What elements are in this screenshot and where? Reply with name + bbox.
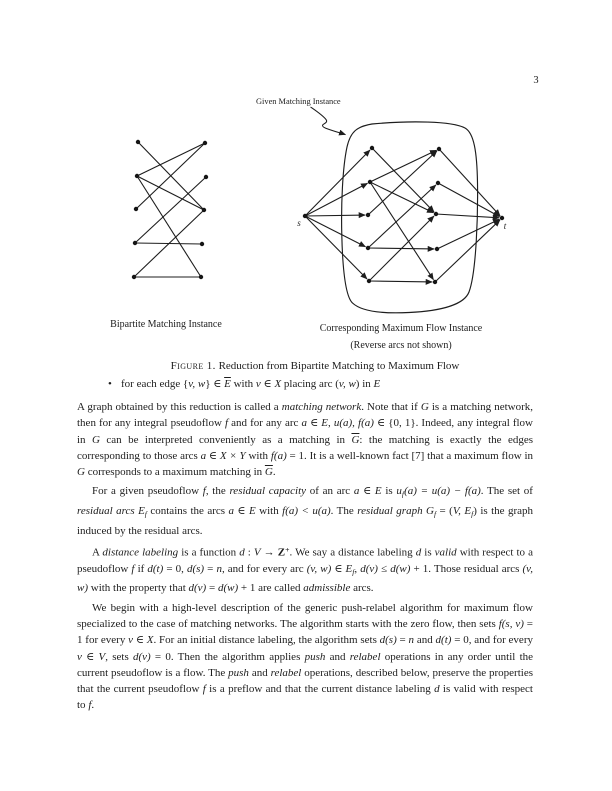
bullet-marker: • bbox=[108, 378, 112, 390]
graph-node bbox=[368, 180, 372, 184]
paragraph: We begin with a high-level description of the generic push-relabel algorithm for maximum flow specialized to the case of matching networks. The algorithm starts with the zero flow, then sets f(s, v) = 1 for every v ∈ X. For an initial distance labeling, the algorithm sets d(s) = n and d(t) = 0, and for every v ∈ V, sets d(v) = 0. Then the algorithm applies push and relabel operations in any order until the current pseudoflow is a flow. The push and relabel operations, described below, preserve the properties that the current pseudoflow f is a preflow and that the current distance labeling d is valid with respect to f. bbox=[77, 601, 534, 712]
caption-flow-line2: (Reverse arcs not shown) bbox=[350, 340, 452, 351]
flow-arc bbox=[437, 219, 499, 249]
flow-arc bbox=[305, 183, 368, 216]
flow-arc bbox=[438, 183, 500, 217]
graph-node bbox=[134, 207, 138, 211]
paragraph: A distance labeling is a function d : V → Z+. We say a distance labeling d is valid with respect to a pseudoflow f if d(t) = 0, d(s) = n, and for every arc (v, w) ∈ $E_f$, d(v) ≤ d(w) + 1. Those residual arcs (v, w) with the property that d(v) = d(w) + 1 are called admissible arcs. bbox=[77, 544, 533, 595]
flow-arc bbox=[305, 216, 367, 279]
caption-bipartite: Bipartite Matching Instance bbox=[110, 319, 222, 330]
flow-arc bbox=[369, 281, 432, 282]
graph-node bbox=[303, 214, 307, 218]
graph-node bbox=[136, 140, 140, 144]
graph-node bbox=[436, 181, 440, 185]
graph-node bbox=[199, 275, 203, 279]
graph-node bbox=[370, 146, 374, 150]
matching-edge bbox=[135, 177, 206, 243]
flow-arc bbox=[305, 150, 370, 216]
bipartite-graph bbox=[132, 140, 208, 279]
graph-node bbox=[132, 275, 136, 279]
figure-caption bbox=[87, 360, 543, 372]
caption-flow bbox=[301, 323, 501, 351]
graph-node bbox=[200, 242, 204, 246]
graph-node bbox=[202, 208, 206, 212]
graph-node bbox=[434, 212, 438, 216]
sink-label: t bbox=[503, 221, 507, 231]
graph-node bbox=[366, 246, 370, 250]
graph-node bbox=[203, 141, 207, 145]
flow-arc bbox=[305, 216, 366, 247]
graph-node bbox=[500, 216, 504, 220]
matching-edge bbox=[137, 176, 204, 210]
paragraph: For a given pseudoflow f, the residual capacity of an arc a ∈ E is $u_f(a) = u(a) - f(a)$. The set of residual arcs $E_f$ contains the arcs a ∈ E with f(a) < u(a). The residual graph $G_f = (V$, $E_f$) is the graph induced by the residual arcs. bbox=[77, 485, 534, 537]
graph-node bbox=[435, 247, 439, 251]
page-number: 3 bbox=[533, 75, 539, 86]
graph-node bbox=[367, 279, 371, 283]
graph-node bbox=[433, 280, 437, 284]
body-text bbox=[77, 399, 533, 717]
figure-caption-label: Figure 1. bbox=[170, 360, 216, 372]
flow-arc bbox=[368, 151, 437, 215]
flow-arc bbox=[370, 150, 436, 182]
matching-edge bbox=[137, 143, 205, 176]
flow-arc bbox=[305, 215, 365, 216]
matching-instance-outline bbox=[342, 122, 478, 313]
graph-node bbox=[366, 213, 370, 217]
figure-caption-text: Reduction from Bipartite Matching to Maximum Flow bbox=[218, 360, 460, 372]
graph-node bbox=[204, 175, 208, 179]
matching-edge bbox=[136, 143, 205, 209]
graph-node bbox=[133, 241, 137, 245]
bullet-text: for each edge {v, w} ∈ $\overline{E}$ with v ∈ X placing arc (v, w) in E bbox=[121, 378, 381, 390]
source-label: s bbox=[297, 218, 301, 228]
figure-diagram bbox=[96, 88, 544, 326]
graph-node bbox=[135, 174, 139, 178]
bullet-item bbox=[108, 377, 538, 390]
flow-arc bbox=[439, 149, 500, 216]
flow-arc bbox=[435, 220, 500, 282]
graph-node bbox=[437, 147, 441, 151]
annotation-arrow bbox=[311, 107, 346, 135]
annotation-label: Given Matching Instance bbox=[256, 97, 341, 106]
caption-flow-line1: Corresponding Maximum Flow Instance bbox=[319, 323, 483, 334]
paragraph: A graph obtained by this reduction is called a matching network. Note that if G is a matching network, then for any integral pseudoflow f and for any arc a ∈ E, u(a), f(a) ∈ {0, 1}. Indeed, any integral flow in G can be interpreted conveniently as a matching in $\overline{G}$: the matching is exactly the edges corresponding to those arcs a ∈ X × Y with f(a) = 1. It is a well-known fact [7] that a maximum flow in G corresponds to a maximum matching in $\overline{G}$. bbox=[77, 401, 534, 479]
flow-arc bbox=[436, 214, 499, 218]
